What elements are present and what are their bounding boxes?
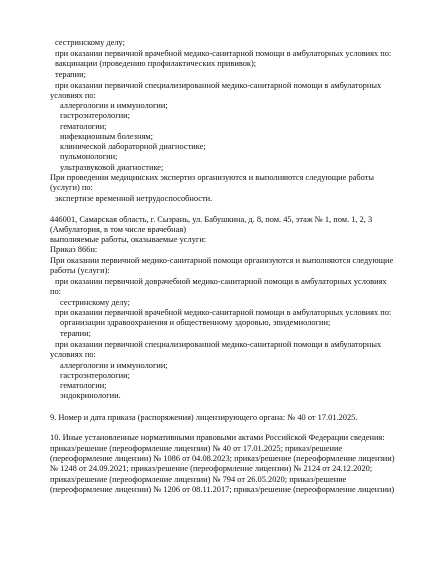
text-line: ультразвуковой диагностике; [60,163,164,172]
text-line: приказ/решение (переоформление лицензии) № 40 от 17.01.2025; приказ/решение [50,444,343,453]
text-line: (Амбулатория, в том числе врачебная) [50,225,186,234]
text-line: инфекционным болезням; [60,132,153,141]
text-line: экспертизе временной нетрудоспособности. [55,194,213,203]
text-line: при оказании первичной врачебной медико-санитарной помощи в амбулаторных условиях по: [55,308,392,317]
text-line: работы (услуги): [50,266,110,275]
text-line: При проведении медицинских экспертиз организуются и выполняются следующие работы [50,173,374,182]
text-line: аллергологии и иммунологии; [60,361,168,370]
text-line: организации здравоохранения и общественному здоровью, эпидемиологии; [60,318,331,327]
order-number-line: 9. Номер и дата приказа (распоряжения) лицензирующего органа: № 40 от 17.01.2025. [50,413,358,422]
text-line: При оказании первичной медико-санитарной помощи организуются и выполняются следующие [50,256,394,265]
text-line: (переоформление лицензии) № 1206 от 08.11.2017; приказ/решение (переоформление лицензии) [50,485,395,494]
text-line: сестринскому делу; [55,38,125,47]
text-line: при оказании первичной специализированной медико-санитарной помощи в амбулаторных [55,81,382,90]
text-line: при оказании первичной специализированной медико-санитарной помощи в амбулаторных [55,340,382,349]
text-line: аллергологии и иммунологии; [60,101,168,110]
text-line: при оказании первичной врачебной медико-санитарной помощи в амбулаторных условиях по: [55,49,392,58]
text-line: сестринскому делу; [60,298,130,307]
text-line: при оказании первичной доврачебной медико-санитарной помощи в амбулаторных условиях [55,277,387,286]
text-line: приказ/решение (переоформление лицензии) № 794 от 26.05.2020; приказ/решение [50,475,347,484]
text-line: клинической лабораторной диагностике; [60,142,206,151]
text-line: пульмонологии; [60,152,118,161]
text-line: Приказ 866н: [50,245,98,254]
text-line: № 1248 от 24.09.2021; приказ/решение (переоформление лицензии) № 2124 от 24.12.2020; [50,464,373,473]
text-line: по: [50,287,61,296]
text-line: гематологии; [60,381,107,390]
text-line: терапии; [60,329,91,338]
text-line: (услуги) по: [50,183,93,192]
text-line: выполняемые работы, оказываемые услуги: [50,235,207,244]
text-line: гематологии; [60,122,107,131]
text-line: (переоформление лицензии) № 1086 от 04.08.2023; приказ/решение (переоформление лицензии) [50,454,395,463]
text-line: 10. Иные установленные нормативными правовыми актами Российской Федерации сведения: [50,433,385,442]
text-line: гастроэнтерологии; [60,371,130,380]
text-line: условиях по: [50,350,96,359]
address-line: 446001, Самарская область, г. Сызрань, ул. Бабушкина, д. 8, пом. 45, этаж № 1, пом. 1, 2, 3 [50,215,373,224]
text-line: условиях по: [50,91,96,100]
text-line: вакцинации (проведению профилактических прививок); [55,59,257,68]
text-line: терапии; [55,70,86,79]
text-line: гастроэнтерологии; [60,111,130,120]
text-line: эндокринологии. [60,391,121,400]
